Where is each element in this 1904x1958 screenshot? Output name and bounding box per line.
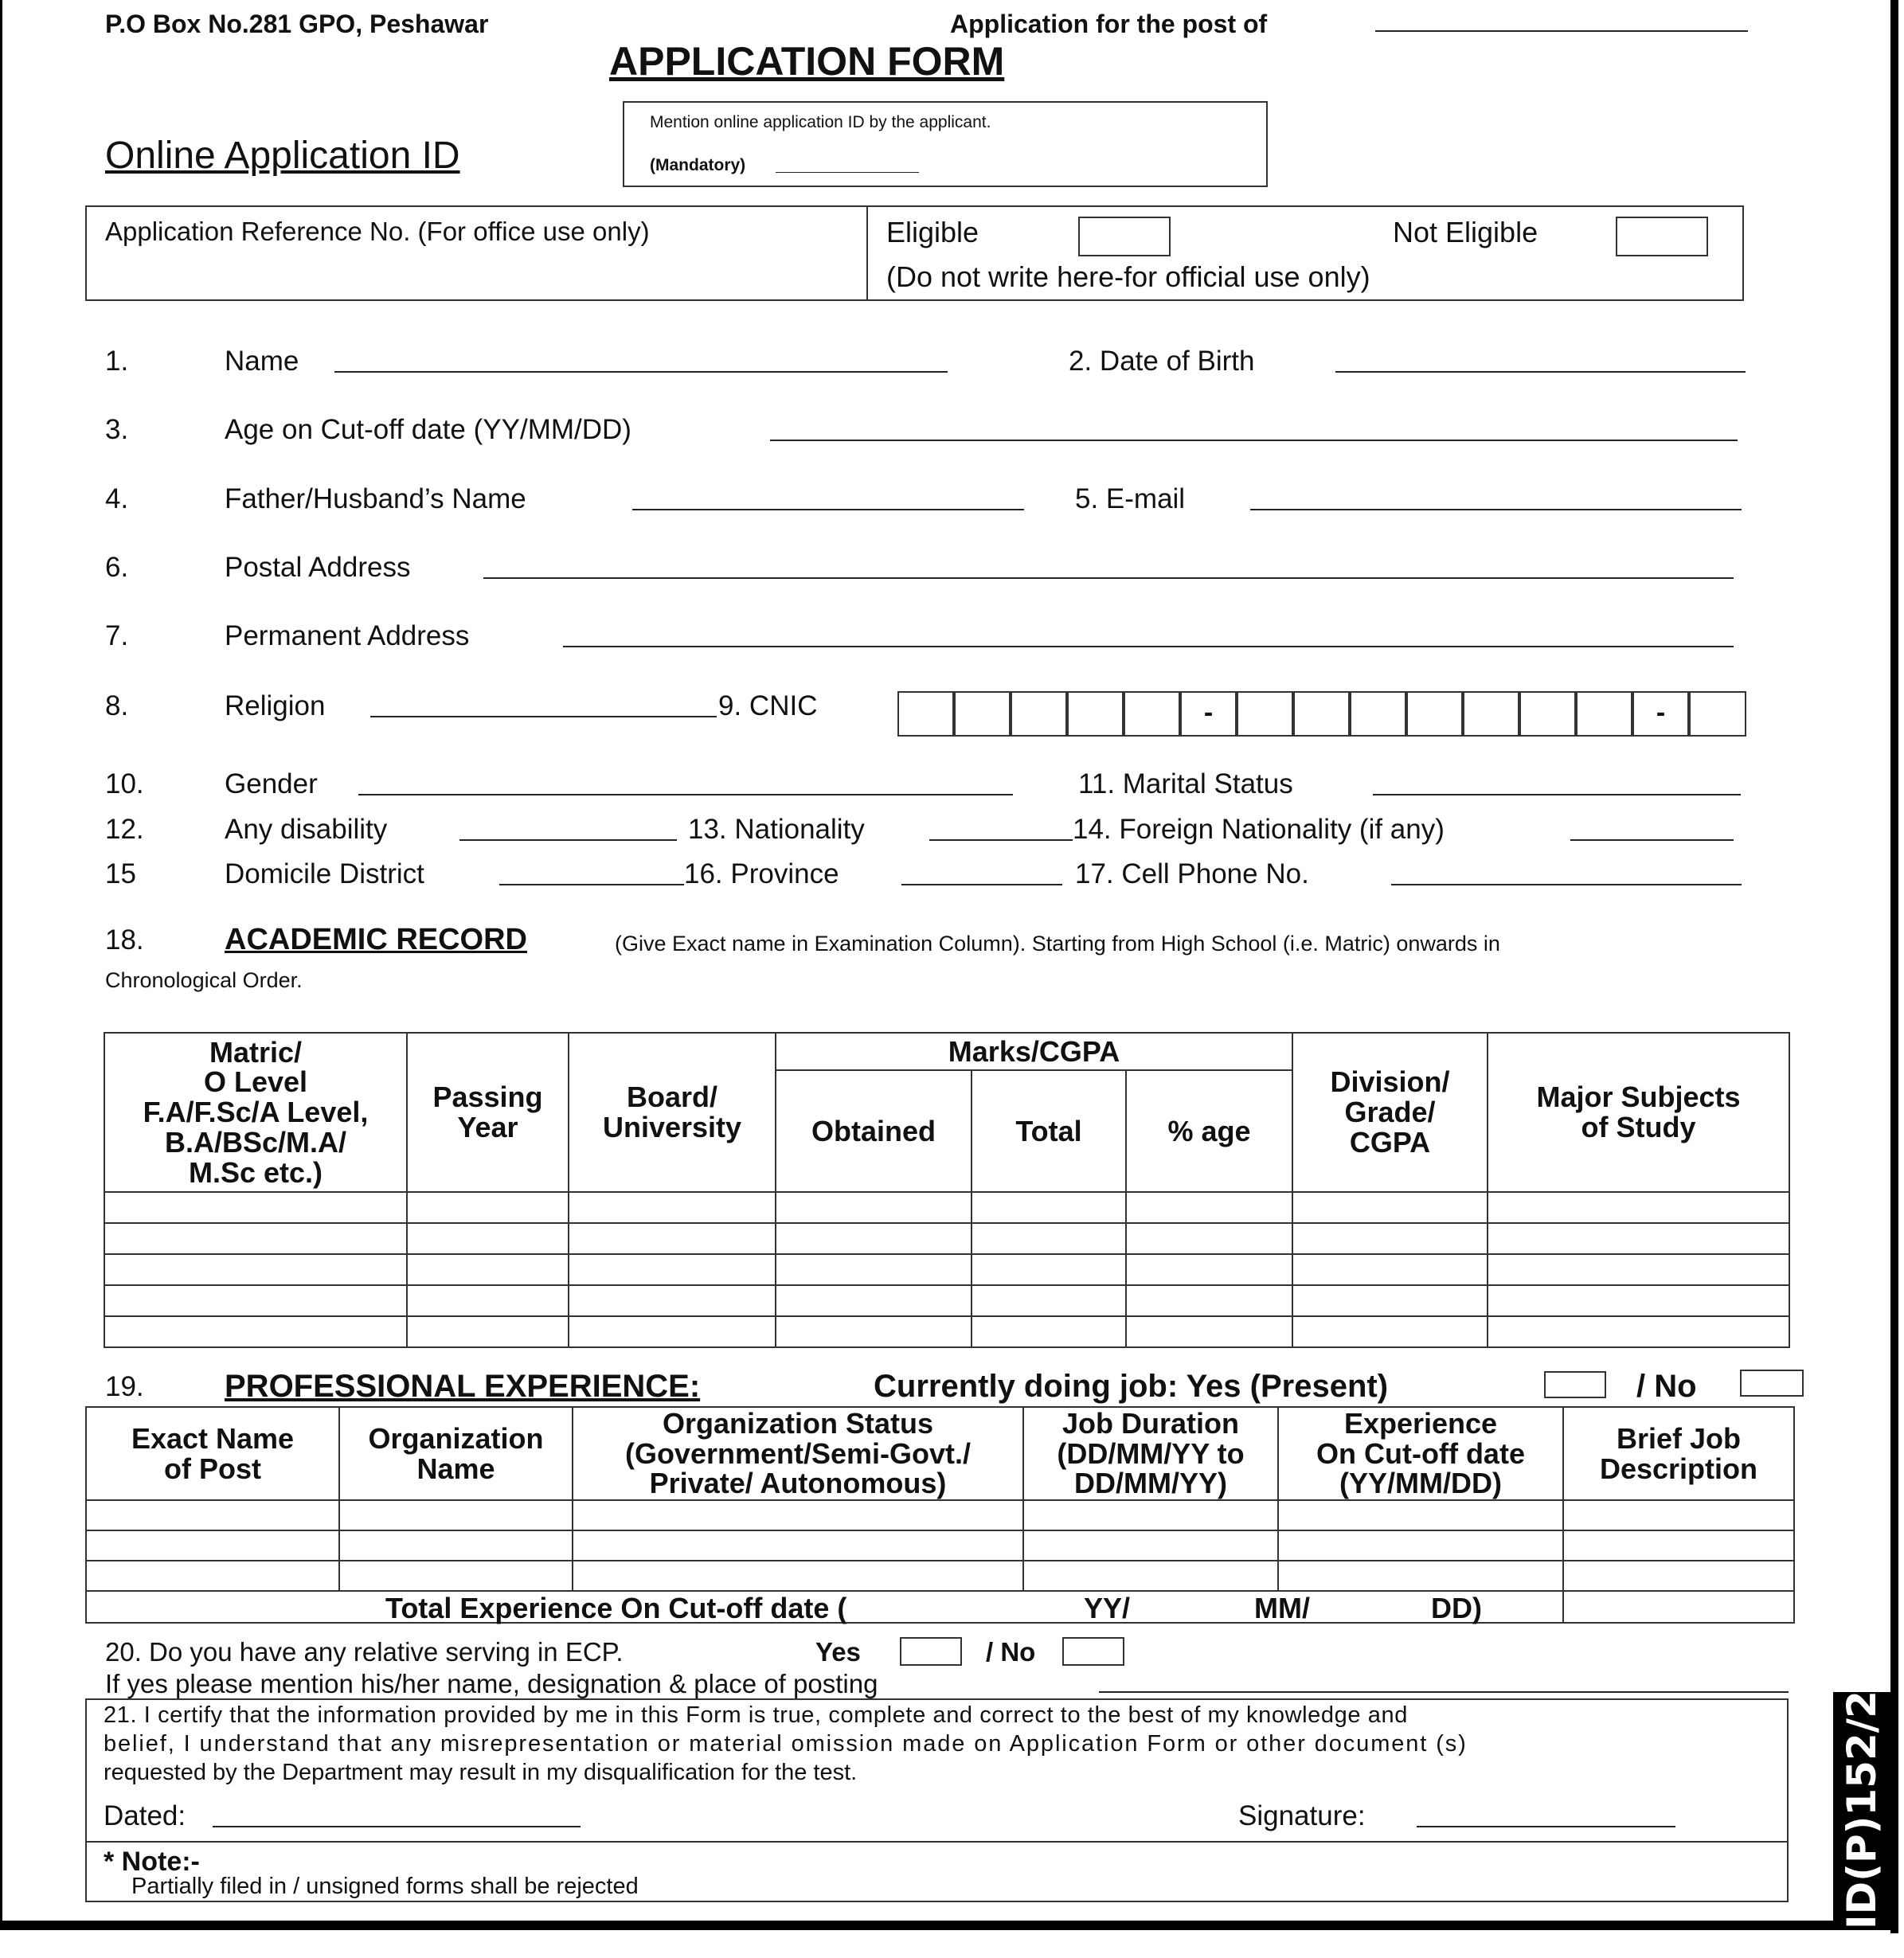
page-border-left xyxy=(0,0,2,1927)
field-foreign-label: 14. Foreign Nationality (if any) xyxy=(1073,814,1445,845)
declaration-line-1: 21. I certify that the information provided by me in this Form is true, complete and correct to the best of my knowledge and xyxy=(104,1702,1408,1728)
relative-no-label: / No xyxy=(986,1637,1036,1667)
field-cell-label: 17. Cell Phone No. xyxy=(1075,858,1309,889)
experience-number: 19. xyxy=(105,1371,144,1402)
page-border-right xyxy=(1890,0,1898,1933)
col-organization-name: Organization Name xyxy=(339,1407,573,1500)
cnic-digit-cell[interactable] xyxy=(1519,691,1576,737)
post-label: Application for the post of xyxy=(950,10,1268,38)
academic-table xyxy=(104,1032,1790,1348)
table-row[interactable] xyxy=(86,1530,1794,1561)
currently-yes-checkbox[interactable] xyxy=(1544,1371,1606,1398)
permanent-input-line[interactable] xyxy=(563,646,1734,647)
marital-input-line[interactable] xyxy=(1373,794,1741,795)
email-input-line[interactable] xyxy=(1250,509,1742,510)
field-dob-label: 2. Date of Birth xyxy=(1069,346,1255,377)
col-job-duration: Job Duration (DD/MM/YY to DD/MM/YY) xyxy=(1023,1407,1278,1500)
post-input-line[interactable] xyxy=(1375,30,1748,32)
col-passing-year: Passing Year xyxy=(407,1033,569,1192)
cnic-digit-cell[interactable] xyxy=(1293,691,1350,737)
online-id-label: Online Application ID xyxy=(105,135,460,177)
field-15-number: 15 xyxy=(105,858,136,889)
col-major-subjects: Major Subjects of Study xyxy=(1488,1033,1789,1192)
col-total: Total xyxy=(972,1070,1126,1192)
cnic-digit-cell[interactable] xyxy=(1689,691,1746,737)
field-nationality-label: 13. Nationality xyxy=(688,814,865,845)
relative-yes-label: Yes xyxy=(815,1637,861,1667)
field-4-number: 4. xyxy=(105,483,129,514)
field-1-number: 1. xyxy=(105,346,129,377)
field-gender-label: Gender xyxy=(225,768,318,799)
field-cnic-label: 9. CNIC xyxy=(718,690,818,721)
nationality-input-line[interactable] xyxy=(929,839,1073,841)
field-province-label: 16. Province xyxy=(684,858,839,889)
col-marks-cgpa: Marks/CGPA xyxy=(776,1033,1292,1070)
academic-number: 18. xyxy=(105,924,144,956)
col-organization-status: Organization Status (Government/Semi-Govt./ Private/ Autonomous) xyxy=(573,1407,1023,1500)
disability-input-line[interactable] xyxy=(459,839,677,841)
field-domicile-label: Domicile District xyxy=(225,858,424,889)
cnic-digit-cell[interactable] xyxy=(1237,691,1293,737)
cell-input-line[interactable] xyxy=(1391,884,1742,885)
experience-title: PROFESSIONAL EXPERIENCE: xyxy=(225,1369,701,1404)
postal-input-line[interactable] xyxy=(483,577,1734,579)
table-row[interactable] xyxy=(104,1192,1789,1223)
cnic-digit-cell[interactable] xyxy=(954,691,1011,737)
online-id-box[interactable] xyxy=(623,101,1268,187)
religion-input-line[interactable] xyxy=(370,716,717,717)
relative-details-input-line[interactable] xyxy=(1099,1691,1789,1693)
field-7-number: 7. xyxy=(105,620,129,651)
field-name-label: Name xyxy=(225,346,299,377)
official-note: (Do not write here-for official use only) xyxy=(886,260,1370,293)
total-mm: MM/ xyxy=(1254,1592,1310,1624)
table-row[interactable] xyxy=(86,1500,1794,1530)
declaration-line-3: requested by the Department may result in my disqualification for the test. xyxy=(104,1760,858,1785)
cnic-digit-cell[interactable] xyxy=(1011,691,1067,737)
foreign-input-line[interactable] xyxy=(1570,839,1734,841)
office-divider xyxy=(866,207,868,299)
province-input-line[interactable] xyxy=(901,884,1062,885)
total-experience-value[interactable] xyxy=(1563,1591,1794,1623)
relative-no-checkbox[interactable] xyxy=(1062,1637,1124,1666)
online-id-mandatory: (Mandatory) xyxy=(650,156,746,174)
field-email-label: 5. E-mail xyxy=(1075,483,1186,514)
gender-input-line[interactable] xyxy=(358,794,1013,795)
field-disability-label: Any disability xyxy=(225,814,388,845)
cnic-digit-cell[interactable] xyxy=(1576,691,1632,737)
academic-instruction: (Give Exact name in Examination Column). Starting from High School (i.e. Matric) onwards in xyxy=(615,932,1500,956)
online-id-input-line[interactable] xyxy=(776,172,919,173)
field-postal-label: Postal Address xyxy=(225,552,411,583)
page-border-bottom xyxy=(0,1921,1898,1930)
col-exact-post: Exact Name of Post xyxy=(86,1407,339,1500)
table-row[interactable] xyxy=(86,1561,1794,1591)
cnic-dash-cell: - xyxy=(1180,691,1237,737)
field-permanent-label: Permanent Address xyxy=(225,620,470,651)
academic-instruction-2: Chronological Order. xyxy=(105,968,303,992)
declaration-box xyxy=(85,1698,1789,1902)
field-age-label: Age on Cut-off date (YY/MM/DD) xyxy=(225,414,631,445)
total-yy: YY/ xyxy=(1084,1592,1131,1624)
age-input-line[interactable] xyxy=(770,440,1738,441)
signature-label: Signature: xyxy=(1238,1800,1366,1831)
field-religion-label: Religion xyxy=(225,690,326,721)
total-experience-row xyxy=(86,1591,1794,1623)
cnic-digit-cell[interactable] xyxy=(1124,691,1180,737)
field-3-number: 3. xyxy=(105,414,129,445)
form-title: APPLICATION FORM xyxy=(609,39,1005,84)
pid-stamp xyxy=(1833,1662,1890,1958)
dob-input-line[interactable] xyxy=(1335,371,1746,373)
field-6-number: 6. xyxy=(105,552,129,583)
relative-question: 20. Do you have any relative serving in ECP. xyxy=(105,1637,624,1667)
currently-job-label: Currently doing job: Yes (Present) xyxy=(874,1369,1389,1404)
total-dd: DD) xyxy=(1431,1592,1482,1624)
cnic-digit-cell[interactable] xyxy=(1463,691,1519,737)
field-10-number: 10. xyxy=(105,768,144,799)
cnic-digit-cell[interactable] xyxy=(1350,691,1406,737)
table-row[interactable] xyxy=(104,1254,1789,1285)
col-brief-description: Brief Job Description xyxy=(1563,1407,1794,1500)
relative-yes-checkbox[interactable] xyxy=(900,1637,962,1666)
relative-followup: If yes please mention his/her name, designation & place of posting xyxy=(105,1669,878,1698)
col-obtained: Obtained xyxy=(776,1070,972,1192)
currently-no-checkbox[interactable] xyxy=(1740,1370,1804,1397)
domicile-input-line[interactable] xyxy=(499,884,684,885)
cnic-digit-cell[interactable] xyxy=(1406,691,1463,737)
table-row[interactable] xyxy=(104,1223,1789,1254)
col-examination: Matric/ O Level F.A/F.Sc/A Level, B.A/BSc/M.A/ M.Sc etc.) xyxy=(104,1033,407,1192)
pid-stamp-text: PID(P)152/25 xyxy=(1839,1662,1885,1958)
dated-label: Dated: xyxy=(104,1800,186,1831)
eligible-checkbox[interactable] xyxy=(1078,217,1171,256)
office-use-box xyxy=(85,205,1744,301)
not-eligible-label: Not Eligible xyxy=(1393,216,1538,248)
field-marital-label: 11. Marital Status xyxy=(1078,768,1293,799)
note-title: * Note:- xyxy=(104,1847,200,1877)
col-division: Division/ Grade/ CGPA xyxy=(1292,1033,1488,1192)
experience-table xyxy=(85,1406,1795,1624)
col-board: Board/ University xyxy=(569,1033,776,1192)
field-8-number: 8. xyxy=(105,690,129,721)
total-experience-label: Total Experience On Cut-off date ( xyxy=(385,1592,847,1624)
header-address: P.O Box No.281 GPO, Peshawar xyxy=(105,10,489,38)
cnic-digit-cell[interactable] xyxy=(1067,691,1124,737)
field-12-number: 12. xyxy=(105,814,144,845)
cnic-digit-cell[interactable] xyxy=(897,691,954,737)
note-text: Partially filed in / unsigned forms shall be rejected xyxy=(131,1874,639,1899)
name-input-line[interactable] xyxy=(334,371,948,373)
father-input-line[interactable] xyxy=(632,509,1024,510)
table-row[interactable] xyxy=(104,1285,1789,1316)
dated-input-line[interactable] xyxy=(213,1826,581,1827)
note-divider xyxy=(87,1841,1787,1843)
eligible-label: Eligible xyxy=(886,216,979,248)
cnic-dash-cell: - xyxy=(1632,691,1689,737)
reference-label: Application Reference No. (For office use only) xyxy=(105,217,650,246)
signature-input-line[interactable] xyxy=(1417,1826,1675,1827)
academic-title: ACADEMIC RECORD xyxy=(225,923,527,956)
not-eligible-checkbox[interactable] xyxy=(1616,217,1708,256)
col-experience-cutoff: Experience On Cut-off date (YY/MM/DD) xyxy=(1278,1407,1563,1500)
currently-no-label: / No xyxy=(1636,1369,1697,1404)
declaration-line-2: belief, I understand that any misrepresentation or material omission made on Application Form or other document (s) xyxy=(104,1731,1468,1757)
field-father-label: Father/Husband’s Name xyxy=(225,483,526,514)
table-row[interactable] xyxy=(104,1316,1789,1347)
online-id-note: Mention online application ID by the applicant. xyxy=(650,113,991,131)
col-percentage: % age xyxy=(1126,1070,1292,1192)
